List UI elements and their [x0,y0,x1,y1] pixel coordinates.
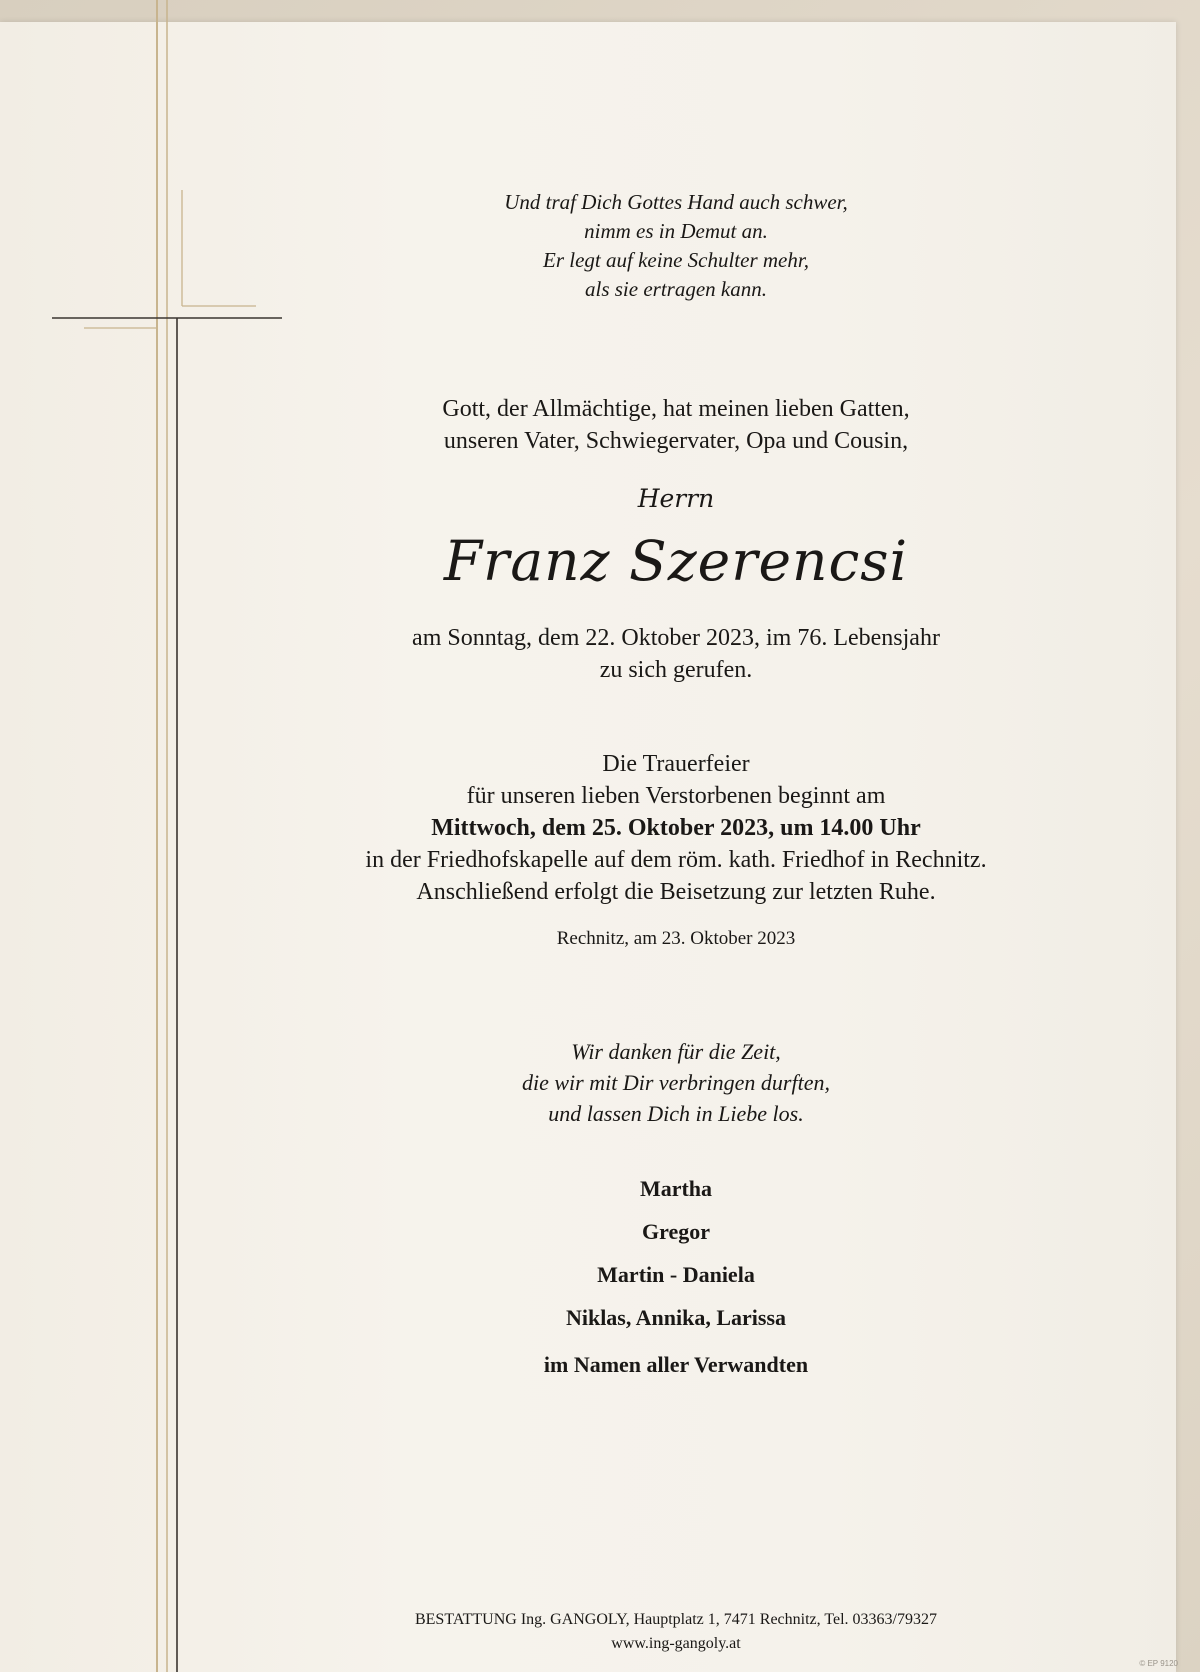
mourners-list [270,1167,1082,1382]
mourner-name: Martin - Daniela [597,1262,755,1287]
ceremony-date-time: Mittwoch, dem 25. Oktober 2023, um 14.00 Uhr [431,815,921,841]
print-code: © EP 9120 [1139,1659,1178,1668]
ceremony-info [270,748,1082,908]
salutation: Herrn [637,484,715,513]
mourner-name: Martha [639,1176,713,1201]
funeral-home-footer [270,1608,1082,1656]
funeral-home-address: BESTATTUNG Ing. GANGOLY, Hauptplatz 1, 7471 Rechnitz, Tel. 03363/79327 [414,1611,937,1628]
death-info-line: zu sich gerufen. [599,657,753,683]
death-info-line: am Sonntag, dem 22. Oktober 2023, im 76. Lebensjahr [412,625,940,651]
poem-line: nimm es in Demut an. [584,219,768,243]
announcement [270,393,1082,457]
ceremony-line: Anschließend erfolgt die Beisetzung zur letzten Ruhe. [416,879,936,905]
poem-line: als sie ertragen kann. [585,277,767,301]
ceremony-line: Die Trauerfeier [602,751,750,777]
ceremony-line: für unseren lieben Verstorbenen beginnt am [466,783,886,809]
announcement-line: Gott, der Allmächtige, hat meinen lieben Gatten, [442,396,910,422]
poem-line: Und traf Dich Gottes Hand auch schwer, [504,190,848,214]
funeral-home-website: www.ing-gangoly.at [611,1635,741,1652]
closing-poem [270,1036,1082,1129]
poem-line: die wir mit Dir verbringen durften, [522,1070,830,1095]
poem-line: und lassen Dich in Liebe los. [548,1101,804,1126]
mourners-closing: im Namen aller Verwandten [543,1352,809,1377]
deceased-name: Franz Szerencsi [443,529,909,593]
ceremony-line: in der Friedhofskapelle auf dem röm. kath. Friedhof in Rechnitz. [365,847,987,873]
place-date: Rechnitz, am 23. Oktober 2023 [556,928,796,949]
death-info [270,622,1082,686]
mourner-name: Niklas, Annika, Larissa [565,1305,787,1330]
cross-icon [0,0,300,1672]
poem-line: Wir danken für die Zeit, [571,1039,781,1064]
announcement-line: unseren Vater, Schwiegervater, Opa und Cousin, [443,428,909,454]
mourner-name: Gregor [641,1219,710,1244]
opening-poem [270,188,1082,304]
poem-line: Er legt auf keine Schulter mehr, [543,248,809,272]
